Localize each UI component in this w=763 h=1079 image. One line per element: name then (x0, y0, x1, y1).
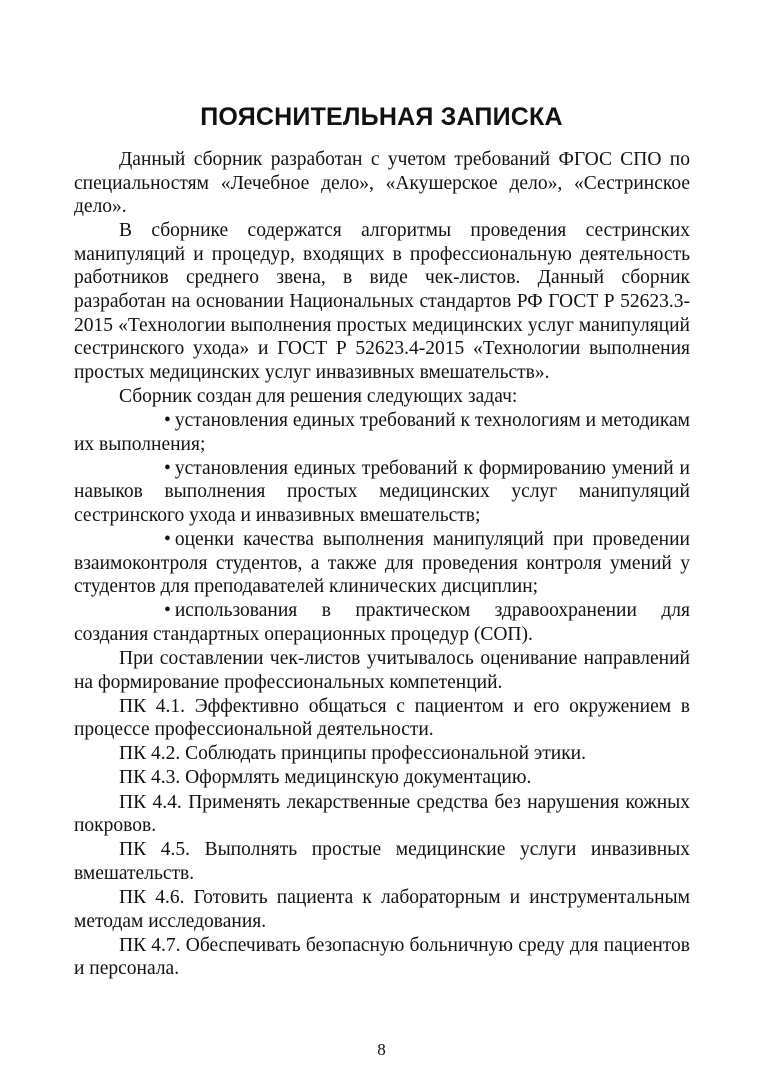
competency-code: ПК 4.2. (119, 743, 181, 765)
page-title: ПОЯСНИТЕЛЬНАЯ ЗАПИСКА (200, 103, 563, 131)
competency-text: Соблюдать принципы профессиональной этики. (185, 743, 586, 765)
bullet-icon: • (164, 457, 171, 479)
competency-item (74, 695, 690, 742)
task-bullet-text: установления единых требований к формированию умений и навыков выполнения простых медицинских услуг манипуляций сестринского ухода и инвазивных вмешательств; (74, 457, 690, 526)
intro-paragraph: В сборнике содержатся алгоритмы проведения сестринских манипуляций и процедур, входящих в профессиональную деятельность работников среднего звена, в виде чек-листов. Данный сборник разработан на основании Национальных стандартов РФ ГОСТ Р 52623.3-2015 «Технологии выполнения простых медицинских услуг манипуляций сестринского ухода» и ГОСТ Р 52623.4-2015 «Технологии выполнения простых медицинских услуг инвазивных вмешательств». (74, 220, 690, 383)
task-bullet-item (74, 409, 690, 456)
competency-text: Оформлять медицинскую документацию. (185, 767, 532, 789)
competency-item (74, 791, 690, 838)
task-bullet-text: использования в практическом здравоохранении для создания стандартных операционных процедур (СОП). (74, 600, 690, 645)
task-bullet-item (74, 599, 690, 646)
bullet-icon: • (164, 410, 171, 432)
task-bullet-text: установления единых требований к технологиям и методикам их выполнения; (74, 410, 690, 455)
competency-text: Выполнять простые медицинские услуги инвазивных вмешательств. (74, 839, 690, 884)
task-bullet-item (74, 528, 690, 599)
competency-code: ПК 4.6. (119, 886, 185, 908)
page-number: 8 (377, 1040, 386, 1059)
intro-paragraph: Данный сборник разработан с учетом требований ФГОС СПО по специальностям «Лечебное дело», «Акушерское дело», «Сестринское дело». (74, 149, 690, 218)
competency-item (74, 934, 690, 981)
task-bullet-text: оценки качества выполнения манипуляций при проведении взаимоконтроля студентов, а также для проведения контроля умений у студентов для преподавателей клинических дисциплин; (74, 529, 690, 598)
competency-item (74, 742, 690, 766)
competency-code: ПК 4.3. (119, 767, 181, 789)
task-bullet-item (74, 457, 690, 528)
competency-code: ПК 4.4. (119, 791, 182, 813)
document-body (74, 148, 690, 981)
competency-text: Эффективно общаться с пациентом и его окружением в процессе профессиональной деятельности. (74, 695, 690, 741)
competency-code: ПК 4.5. (119, 839, 190, 861)
competencies-intro: При составлении чек-листов учитывалось оценивание направлений на формирование профессиональных компетенций. (74, 647, 690, 693)
competency-item (74, 766, 690, 790)
competency-text: Обеспечивать безопасную больничную среду для пациентов и персонала. (74, 934, 691, 980)
competency-item (74, 886, 690, 933)
bullet-icon: • (164, 600, 171, 622)
competency-item (74, 838, 690, 885)
intro-paragraph: Сборник создан для решения следующих задач: (119, 385, 518, 407)
competency-text: Готовить пациента к лабораторным и инструментальным методам исследования. (74, 886, 690, 932)
competency-code: ПК 4.1. (119, 695, 186, 717)
bullet-icon: • (164, 529, 171, 550)
competency-code: ПК 4.7. (119, 934, 181, 956)
competency-text: Применять лекарственные средства без нарушения кожных покровов. (74, 791, 690, 837)
